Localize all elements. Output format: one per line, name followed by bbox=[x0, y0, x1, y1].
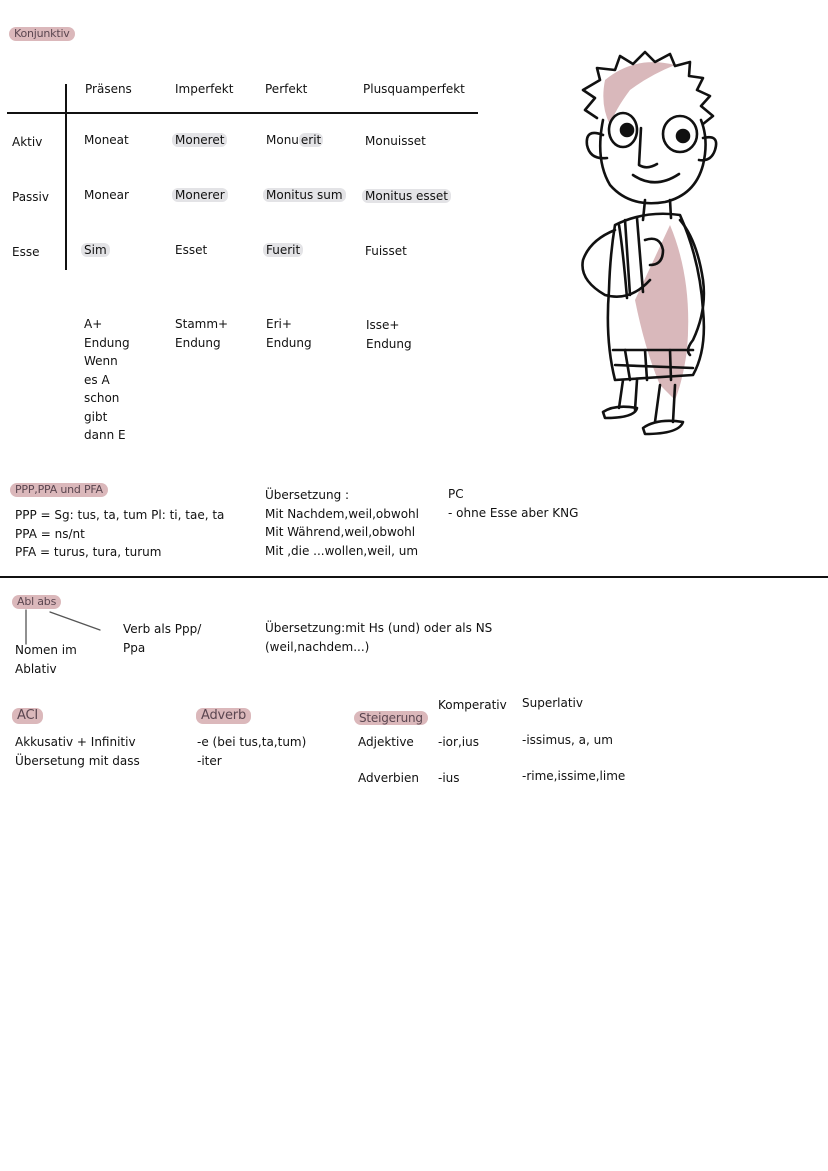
adverb-text: -e (bei tus,ta,tum) -iter bbox=[197, 735, 307, 768]
cell-passiv-plusquamperfekt: Monitus esset bbox=[362, 189, 451, 203]
cell-aktiv-plusquamperfekt: Monuisset bbox=[365, 134, 426, 148]
row-label-esse: Esse bbox=[12, 245, 40, 259]
note-imperfekt: Stamm+ Endung bbox=[175, 317, 229, 350]
col-header-perfekt: Perfekt bbox=[265, 82, 308, 96]
steigerung-row-adverbien: Adverbien bbox=[358, 771, 419, 785]
adverb-title: Adverb bbox=[196, 708, 251, 724]
abl-abs-title: Abl abs bbox=[12, 595, 61, 609]
pc-note: PC - ohne Esse aber KNG bbox=[448, 487, 579, 520]
konjunktiv-table-hline bbox=[7, 112, 478, 114]
cell-aktiv-perfekt: Monu erit bbox=[266, 133, 322, 147]
ppp-line: PPP = Sg: tus, ta, tum Pl: ti, tae, ta bbox=[15, 508, 225, 522]
ppa-line: PPA = ns/nt bbox=[15, 527, 85, 541]
cell-passiv-praesens: Monear bbox=[84, 188, 129, 202]
note-praesens: A+ Endung Wenn es A schon gibt dann E bbox=[84, 317, 130, 442]
steigerung-adjektive-superlativ: -issimus, a, um bbox=[522, 733, 613, 747]
cell-esse-praesens: Sim bbox=[81, 243, 110, 257]
pfa-line: PFA = turus, tura, turum bbox=[15, 545, 162, 559]
steigerung-row-adjektive: Adjektive bbox=[358, 735, 414, 749]
note-perfekt: Eri+ Endung bbox=[266, 317, 312, 350]
steigerung-adverbien-komparativ: -ius bbox=[438, 771, 460, 785]
participles-translation: Übersetzung : Mit Nachdem,weil,obwohl Mit Während,weil,obwohl Mit ,die ...wollen,weil, um bbox=[265, 488, 419, 558]
konjunktiv-title: Konjunktiv bbox=[9, 27, 75, 41]
steigerung-adjektive-komparativ: -ior,ius bbox=[438, 735, 479, 749]
steigerung-header-superlativ: Superlativ bbox=[522, 696, 583, 710]
cell-esse-plusquamperfekt: Fuisset bbox=[365, 244, 407, 258]
cell-esse-imperfekt: Esset bbox=[175, 243, 208, 257]
abl-abs-verb: Verb als Ppp/ Ppa bbox=[123, 622, 202, 655]
col-header-plusquamperfekt: Plusquamperfekt bbox=[363, 82, 465, 96]
col-header-imperfekt: Imperfekt bbox=[175, 82, 234, 96]
konjunktiv-table-vline bbox=[65, 84, 67, 270]
aci-text: Akkusativ + Infinitiv Übersetung mit dass bbox=[15, 735, 140, 768]
roman-boy-illustration bbox=[575, 50, 725, 445]
cell-passiv-imperfekt: Monerer bbox=[172, 188, 228, 202]
cell-esse-perfekt: Fuerit bbox=[263, 243, 303, 257]
row-label-passiv: Passiv bbox=[12, 190, 49, 204]
abl-abs-translation: Übersetzung:mit Hs (und) oder als NS (weil,nachdem...) bbox=[265, 621, 493, 654]
cell-passiv-perfekt: Monitus sum bbox=[263, 188, 346, 202]
abl-abs-noun: Nomen im Ablativ bbox=[15, 643, 77, 676]
cell-aktiv-praesens: Moneat bbox=[84, 133, 129, 147]
steigerung-adverbien-superlativ: -rime,issime,lime bbox=[522, 769, 626, 783]
cell-aktiv-imperfekt: Moneret bbox=[172, 133, 227, 147]
steigerung-title: Steigerung bbox=[354, 711, 428, 725]
participles-title: PPP,PPA und PFA bbox=[10, 483, 108, 497]
aci-title: ACI bbox=[12, 708, 43, 724]
col-header-praesens: Präsens bbox=[85, 82, 132, 96]
section-divider bbox=[0, 576, 828, 578]
perfekt-ending-highlight: erit bbox=[300, 133, 322, 147]
row-label-aktiv: Aktiv bbox=[12, 135, 43, 149]
steigerung-header-komparativ: Komperativ bbox=[438, 698, 507, 712]
note-plusquamperfekt: Isse+ Endung bbox=[366, 318, 412, 351]
